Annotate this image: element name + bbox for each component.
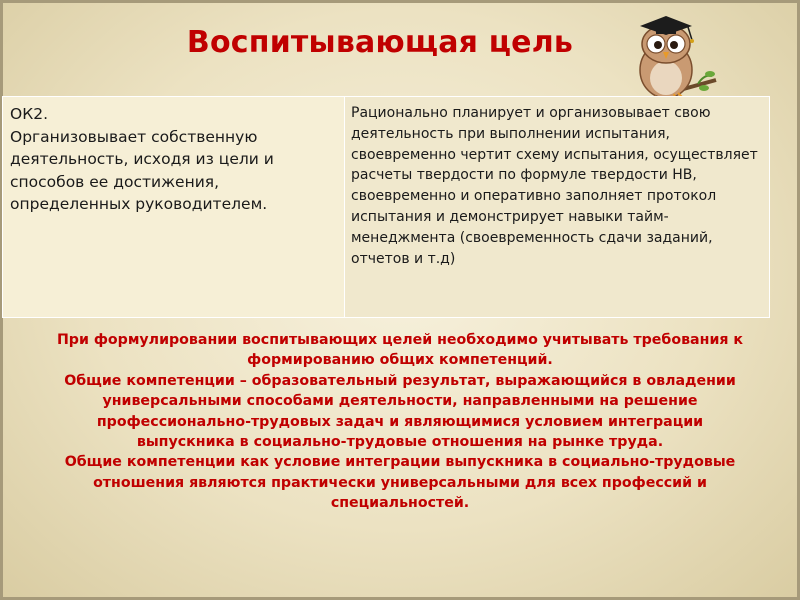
competency-code: ОК2. <box>10 105 48 123</box>
note-paragraph: При формулировании воспитывающих целей необходимо учитывать требования к формированию общих компетенций. <box>56 332 744 369</box>
notes-block <box>50 330 750 514</box>
note-paragraph: Общие компетенции – образовательный результат, выражающийся в овладении универсальными способами деятельности, направленными на решение профессионально-трудовых задач и являющимися условием интеграции выпускника в социально-трудовые отношения на рынке труда. <box>64 372 736 451</box>
note-paragraph: Общие компетенции как условие интеграции выпускника в социально-трудовые отношения являются практически универсальными для всех профессий и специальностей. <box>64 454 736 512</box>
slide-title: Воспитывающая цель <box>186 25 574 60</box>
owl-with-graduation-cap-icon <box>618 8 718 108</box>
indicator-cell <box>345 97 769 317</box>
competency-cell <box>3 97 345 317</box>
competency-description: Организовывает собственную деятельность, исходя из цели и способов ее достижения, определенных руководителем. <box>10 127 274 213</box>
indicator-description: Рационально планирует и организовывает свою деятельность при выполнении испытания, своевременно чертит схему испытания, осуществляет расчеты твердости по формуле твердости НВ, своевременно и оперативно заполняет протокол испытания и демонстрирует навыки тайм-менеджмента (своевременность сдачи заданий, отчетов и т.д) <box>351 105 758 267</box>
competency-table <box>2 96 770 318</box>
